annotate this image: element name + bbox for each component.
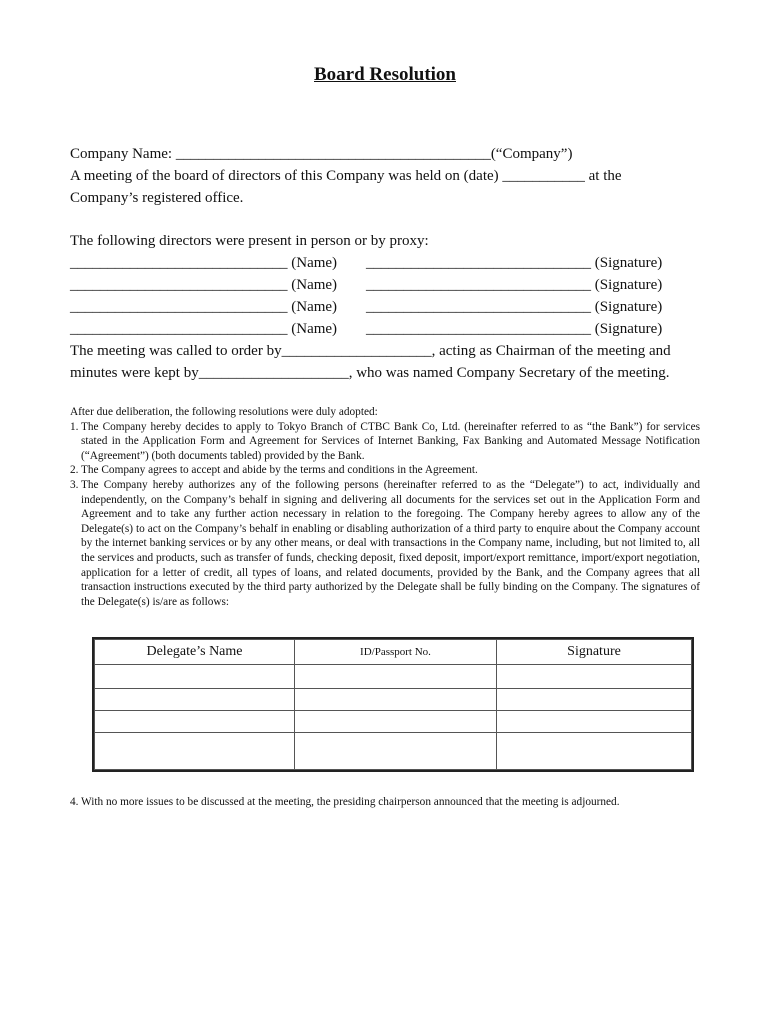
- resolution-number: 1.: [70, 420, 79, 433]
- resolution-number: 4.: [70, 796, 79, 808]
- signature-cell[interactable]: [497, 665, 692, 689]
- resolution-text: The Company hereby decides to apply to Tokyo Branch of CTBC Bank Co, Ltd. (hereinafter referred to as “the Bank”) for services stated in the Application Form and Agreement for Services of Internet Banking, Fax Banking and Automated Message Notification (“Agreement”) (both documents tabled) provided by the Bank.: [81, 420, 700, 462]
- delegate-name-cell[interactable]: [95, 665, 295, 689]
- resolution-item-2: [70, 463, 700, 478]
- director-row: [70, 318, 710, 340]
- delegate-name-cell[interactable]: [95, 733, 295, 770]
- delegate-name-cell[interactable]: [95, 689, 295, 711]
- company-name-line: Company Name: __________________________________________(“Company”): [70, 146, 573, 162]
- resolution-text: The Company hereby authorizes any of the following persons (hereinafter referred to as the “Delegate”) to act, individually and independently, on the Company’s behalf in signing and delivering all documents for the services set out in the Application Form and Agreement and to take any further action necessary in relation to the foregoing. The Company hereby agrees to allow any of the Delegate(s) to act on the Company’s behalf in enabling or disabling authorization of a third party to enquire about the Company account by the internet banking services or by any other means, or deal with transactions in the Company name, including, but not limited to, all the services and products, such as transfer of funds, checking deposit, fixed deposit, import/export remittance, import/export negotiation, application for a letter of credit, all types of loans, and related documents, provided by the Bank, and the Company agrees that all transaction instructions executed by the third party authorized by the Delegate shall be fully binding on the Company. The signatures of the Delegate(s) is/are as follows:: [81, 478, 700, 608]
- director-signature-blank: ______________________________ (Signature): [366, 277, 663, 293]
- resolution-text: With no more issues to be discussed at the meeting, the presiding chairperson announced that the meeting is adjourned.: [81, 796, 620, 808]
- secretary-line: minutes were kept by____________________, who was named Company Secretary of the meeting.: [70, 365, 670, 381]
- director-signature-blank: ______________________________ (Signature): [366, 299, 663, 315]
- director-name-blank: _____________________________ (Name): [70, 321, 338, 337]
- directors-section: [70, 230, 710, 384]
- table-row: [95, 711, 692, 733]
- resolution-item-3: [70, 478, 700, 609]
- director-row: [70, 296, 710, 318]
- table-row: [95, 733, 692, 770]
- meeting-date-line: A meeting of the board of directors of this Company was held on (date) ___________ at the: [70, 168, 622, 184]
- resolution-item-1: [70, 420, 700, 464]
- signature-cell[interactable]: [497, 733, 692, 770]
- directors-intro: The following directors were present in person or by proxy:: [70, 233, 429, 249]
- table-row: [95, 665, 692, 689]
- resolution-number: 2.: [70, 464, 79, 477]
- director-name-blank: _____________________________ (Name): [70, 255, 338, 271]
- resolutions-section: [70, 405, 700, 609]
- company-info-section: [70, 143, 710, 209]
- director-signature-blank: ______________________________ (Signature): [366, 255, 663, 271]
- id-passport-cell[interactable]: [295, 689, 497, 711]
- registered-office-line: Company’s registered office.: [70, 190, 244, 206]
- id-passport-cell[interactable]: [295, 733, 497, 770]
- id-passport-cell[interactable]: [295, 665, 497, 689]
- signature-header: Signature: [497, 640, 692, 665]
- resolution-item-4: [70, 795, 700, 810]
- signature-cell[interactable]: [497, 711, 692, 733]
- delegate-name-cell[interactable]: [95, 711, 295, 733]
- director-name-blank: _____________________________ (Name): [70, 299, 338, 315]
- director-name-blank: _____________________________ (Name): [70, 277, 338, 293]
- chairman-line: The meeting was called to order by____________________, acting as Chairman of the meeting and: [70, 343, 671, 359]
- director-row: [70, 274, 710, 296]
- resolution-number: 3.: [70, 478, 79, 491]
- table-row: [95, 689, 692, 711]
- id-passport-cell[interactable]: [295, 711, 497, 733]
- page-title: Board Resolution: [314, 64, 456, 85]
- resolutions-intro: After due deliberation, the following resolutions were duly adopted:: [70, 406, 378, 418]
- director-row: [70, 252, 710, 274]
- resolution-text: The Company agrees to accept and abide by the terms and conditions in the Agreement.: [81, 464, 478, 477]
- closing-section: [70, 795, 700, 810]
- delegate-name-header: Delegate’s Name: [95, 640, 295, 665]
- delegate-table-header: [95, 640, 692, 665]
- signature-cell[interactable]: [497, 689, 692, 711]
- director-signature-blank: ______________________________ (Signature): [366, 321, 663, 337]
- id-passport-header: ID/Passport No.: [295, 640, 497, 665]
- delegate-table: [92, 637, 694, 772]
